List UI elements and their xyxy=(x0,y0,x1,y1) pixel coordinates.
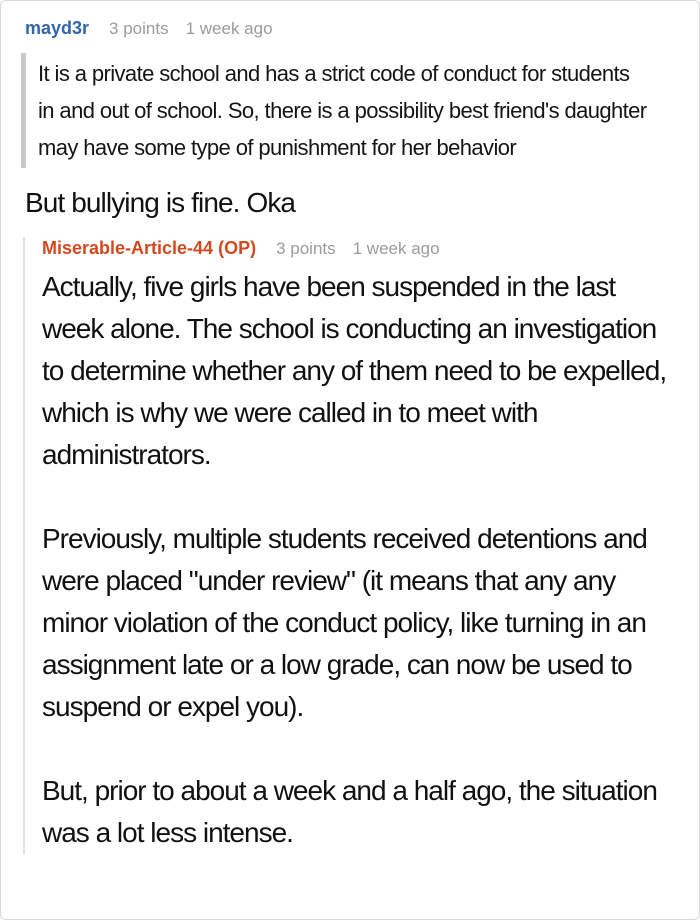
comment xyxy=(25,17,681,223)
comment-body-text: But bullying is fine. Oka xyxy=(25,187,296,218)
comment-author-link[interactable]: mayd3r xyxy=(25,18,90,38)
reply-paragraph: But, prior to about a week and a half ago, the situation was a lot less intense. xyxy=(42,775,657,848)
reply-paragraph: Actually, five girls have been suspended in the last week alone. The school is conducting an investigation to determine whether any of them need to be expelled, which is why we were called in to meet with administrators. xyxy=(42,271,667,470)
reply-timestamp: 1 week ago xyxy=(352,239,440,258)
comment-points: 3 points xyxy=(109,19,169,38)
nested-reply-comment xyxy=(23,237,681,854)
reply-author-op-link[interactable]: Miserable-Article-44 (OP) xyxy=(42,238,257,258)
reply-paragraph: Previously, multiple students received detentions and were placed "under review" (it means that any any minor violation of the conduct policy, like turning in an assignment late or a low grade, can now be used to suspend or expel you). xyxy=(42,523,647,722)
quoted-parent-comment: It is a private school and has a strict code of conduct for students in and out of school. So, there is a possibility best friend's daughter may have some type of punishment for her behavior xyxy=(21,53,650,168)
reply-header xyxy=(42,237,681,260)
reply-points: 3 points xyxy=(276,239,336,258)
comment-timestamp: 1 week ago xyxy=(185,19,273,38)
comment-header xyxy=(25,17,681,40)
